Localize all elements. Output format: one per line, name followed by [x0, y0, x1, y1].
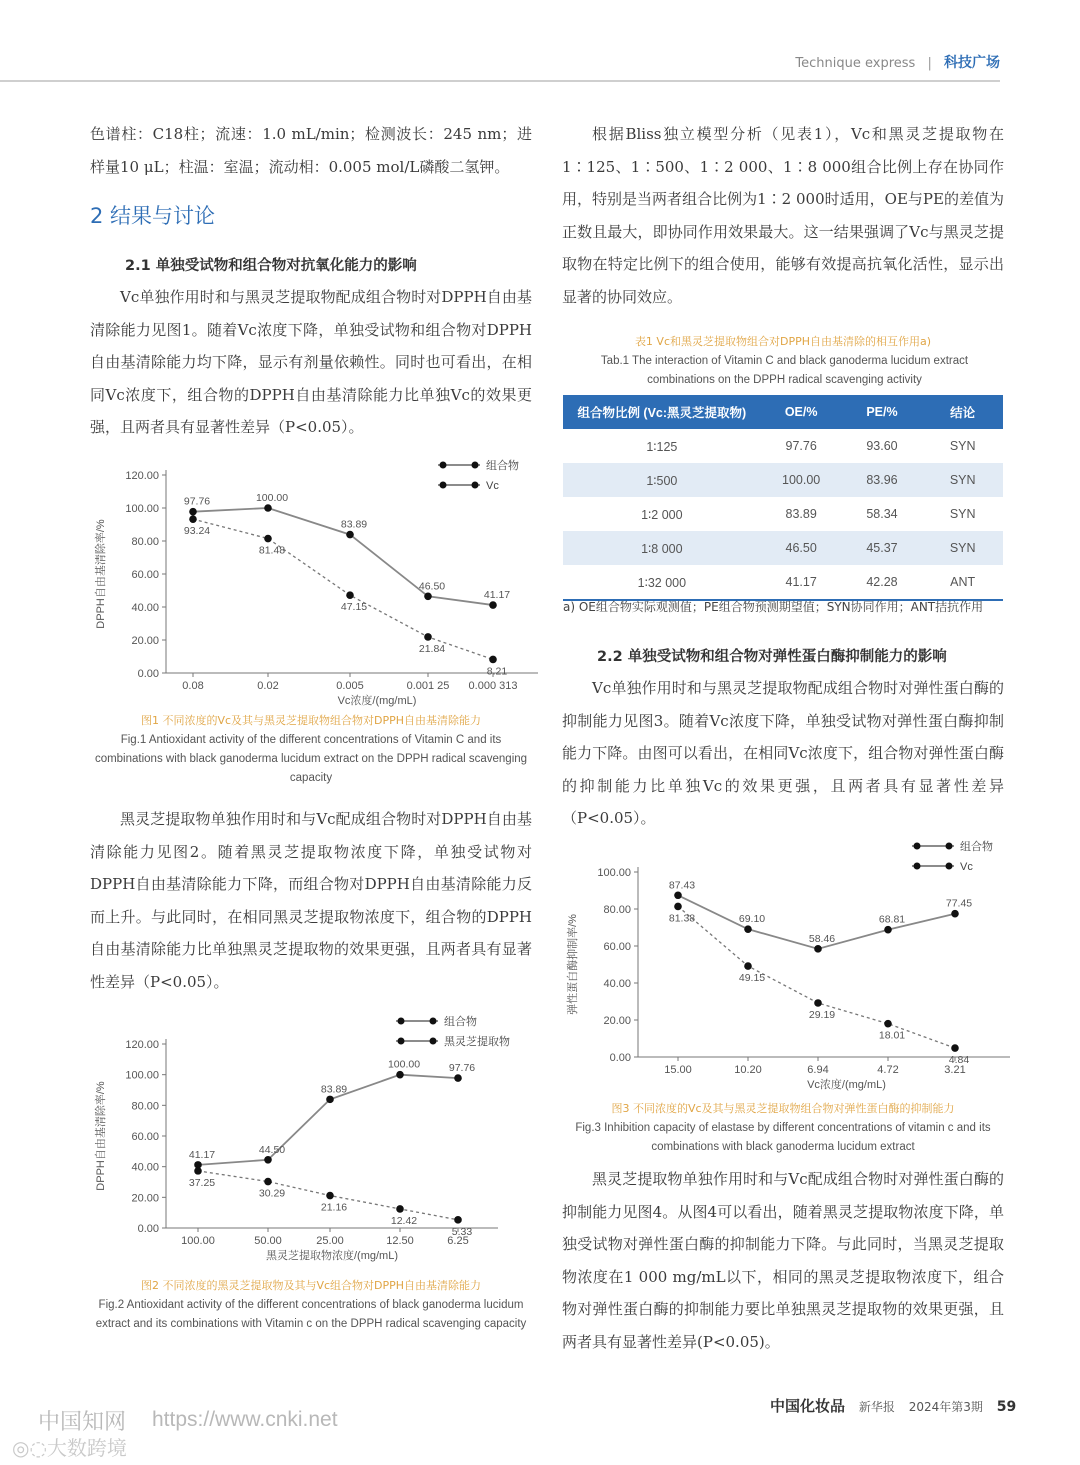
table-cell: 58.34: [866, 507, 898, 521]
figure-2-caption-cn: 图2 不同浓度的黑灵芝提取物及其与Vc组合物对DPPH自由基清除能力: [140, 1279, 482, 1292]
legend-marker: [430, 1038, 437, 1045]
data-point: [454, 1074, 462, 1082]
table-cell: 97.76: [785, 439, 817, 453]
data-label: 12.42: [390, 1214, 418, 1227]
data-label: 4.84: [948, 1054, 970, 1067]
table-cell: SYN: [922, 463, 1003, 497]
paragraph-fig4-intro: 黑灵芝提取物单独作用时和与Vc配成组合物时对弹性蛋白酶的抑制能力见图4。从图4可以看出，随着黑灵芝提取物浓度下降，单独受试物对弹性蛋白酶的抑制能力下降。与此同时，当黑灵芝提取物浓度在1 000 mg/mL以下，相同的黑灵芝提取物浓度下，组合物对弹性蛋白酶的抑制能力要比单独黑灵芝提取物的效果更强，且两者具有显著性差异(P<0.05)。: [562, 1170, 1004, 1351]
header-separator: |: [927, 56, 932, 71]
table-header-conclusion: 结论: [922, 395, 1003, 429]
data-point: [424, 633, 432, 641]
table-1-footnote: a) OE组合物实际观测值；PE组合物预测期望值；SYN协同作用；ANT拮抗作用: [563, 600, 984, 614]
brand-logo-icon: ◎◌: [12, 1436, 47, 1460]
page-number: 59: [996, 1399, 1017, 1415]
data-label: 77.45: [945, 897, 973, 910]
figure-3-caption-cn: 图3 不同浓度的Vc及其与黑灵芝提取物组合物对弹性蛋白酶的抑制能力: [611, 1102, 955, 1115]
watermark-brand: ◎◌大数跨境: [12, 1436, 127, 1460]
data-label: 83.89: [340, 518, 368, 531]
paragraph-2-1: Vc单独作用时和与黑灵芝提取物配成组合物时对DPPH自由基清除能力见图1。随着Vc浓度下降，单独受试物和组合物对DPPH自由基清除能力均下降，显示有剂量依赖性。同时也可看出，在相同Vc浓度下，组合物的DPPH自由基清除能力比单独Vc的效果更强，且两者具有显著性差异（P<0.05）。: [90, 288, 532, 436]
legend-label: Vc: [960, 861, 973, 873]
table-cell: 100.00: [761, 463, 842, 497]
data-label: 81.48: [258, 544, 286, 557]
figure-2-caption-en: Fig.2 Antioxidant activity of the different concentrations of black ganoderma lucidum extract and its combinations with Vitamin c on the DPPH radical scavenging capacity: [95, 1299, 527, 1330]
data-label: 21.16: [320, 1201, 348, 1214]
table-cell: 83.96: [842, 463, 923, 497]
data-point: [264, 535, 272, 543]
legend-marker: [946, 843, 953, 850]
y-tick-label: 20.00: [131, 1192, 159, 1205]
table-cell: 1∶32 000: [563, 565, 761, 600]
y-tick-label: 40.00: [131, 602, 159, 614]
data-point: [744, 925, 752, 933]
table-cell: 45.37: [842, 531, 923, 565]
data-label: 100.00: [255, 492, 289, 504]
legend-marker: [914, 863, 921, 870]
data-label: 29.19: [808, 1008, 836, 1021]
table-header-row: [563, 395, 1003, 429]
footer-year-issue: 2024年第3期: [908, 1400, 983, 1414]
data-label: 97.76: [183, 495, 211, 508]
table-row: [563, 463, 1003, 497]
legend-label: 组合物: [486, 460, 519, 472]
x-tick-label: 6.94: [807, 1064, 829, 1076]
y-tick-label: 80.00: [131, 536, 159, 548]
table-cell: SYN: [949, 439, 976, 453]
y-tick-label: 80.00: [131, 1100, 159, 1113]
table-cell: 83.89: [785, 507, 817, 521]
x-tick-label: 10.20: [734, 1064, 762, 1076]
journal-logo: 中国化妆品: [770, 1397, 846, 1415]
page-footer: [770, 1395, 1016, 1416]
table-row: [563, 565, 1003, 600]
data-label: 83.89: [320, 1083, 348, 1096]
legend-marker: [472, 482, 479, 489]
y-tick-label: 0.00: [609, 1052, 631, 1064]
running-header: [795, 52, 1000, 72]
y-tick-label: 20.00: [603, 1015, 631, 1027]
figure-3-chart: [560, 835, 1010, 1097]
y-tick-label: 20.00: [131, 635, 159, 647]
table-1-title-en: Tab.1 The interaction of Vitamin C and black ganoderma lucidum extract combinations on the DPPH radical scavenging activity: [600, 355, 969, 386]
data-label: 68.81: [878, 913, 906, 926]
x-tick-label: 0.000 313: [468, 680, 518, 692]
y-tick-label: 100.00: [125, 1069, 159, 1082]
table-header-oe: OE/%: [761, 395, 842, 429]
data-point: [326, 1096, 334, 1104]
data-label: 21.84: [418, 642, 446, 655]
footer-issue-label: 新华报: [858, 1400, 895, 1414]
data-point: [396, 1071, 404, 1079]
data-label: 37.25: [188, 1176, 216, 1189]
table-row: [563, 531, 1003, 565]
y-axis-title: DPPH自由基清除率/%: [95, 1081, 107, 1191]
figure-3-caption-en: Fig.3 Inhibition capacity of elastase by different concentrations of vitamin c and its combinations with black ganoderma lucidum extract: [575, 1122, 991, 1153]
data-label: 46.50: [418, 580, 446, 593]
data-label: 81.38: [668, 912, 696, 925]
y-tick-label: 0.00: [137, 668, 159, 680]
data-point: [346, 591, 354, 599]
legend-marker: [440, 462, 447, 469]
y-tick-label: 60.00: [131, 1131, 159, 1143]
legend-marker: [430, 1018, 437, 1025]
paragraph-fig2-intro: 黑灵芝提取物单独作用时和与Vc配成组合物时对DPPH自由基清除能力见图2。随着黑灵芝提取物浓度下降，单独受试物对DPPH自由基清除能力下降，而组合物对DPPH自由基清除能力反而上升。与此同时，在相同黑灵芝提取物浓度下，组合物的DPPH自由基清除能力比单独黑灵芝提取物的效果更强，且两者具有显著性差异（P<0.05）。: [90, 810, 532, 991]
data-point: [264, 1178, 272, 1186]
watermark-site-name: 中国知网: [38, 1410, 127, 1435]
table-cell: 1∶8 000: [563, 531, 761, 565]
data-point: [951, 1044, 959, 1052]
legend-marker: [946, 863, 953, 870]
x-tick-label: 0.02: [257, 680, 279, 692]
x-tick-label: 15.00: [664, 1064, 692, 1076]
data-point: [814, 999, 822, 1007]
data-point: [489, 656, 497, 664]
y-tick-label: 100.00: [125, 503, 159, 515]
x-tick-label: 50.00: [254, 1235, 282, 1247]
table-header-ratio: 组合物比例 (Vc:黑灵芝提取物): [563, 395, 761, 429]
table-cell: ANT: [922, 565, 1003, 600]
data-label: 93.24: [183, 525, 211, 538]
intro-paragraph: 色谱柱：C18柱；流速：1.0 mL/min；检测波长：245 nm；进样量10 μL；柱温：室温；流动相：0.005 mol/L磷酸二氢钾。: [90, 125, 532, 176]
data-label: 18.01: [878, 1029, 906, 1042]
legend-label: 黑灵芝提取物: [444, 1036, 510, 1048]
y-tick-label: 60.00: [131, 569, 159, 581]
legend-marker: [472, 462, 479, 469]
y-tick-label: 60.00: [603, 941, 631, 953]
y-tick-label: 100.00: [597, 867, 631, 879]
x-tick-label: 3.21: [944, 1064, 966, 1076]
x-tick-label: 100.00: [181, 1235, 215, 1247]
legend-marker: [398, 1038, 405, 1045]
table-cell: SYN: [949, 507, 976, 521]
y-axis-title: 弹性蛋白酶抑制率/%: [567, 914, 579, 1015]
legend-label: 组合物: [960, 841, 993, 853]
subsection-2-1-heading: 2.1 单独受试物和组合物对抗氧化能力的影响: [125, 258, 417, 274]
data-label: 97.76: [448, 1062, 476, 1075]
y-axis-title: DPPH自由基清除率/%: [95, 519, 107, 629]
data-point: [489, 601, 497, 609]
figure-2-chart: [88, 1012, 538, 1274]
y-tick-label: 80.00: [603, 904, 631, 916]
y-tick-label: 120.00: [125, 1039, 159, 1051]
data-point: [189, 515, 197, 523]
x-tick-label: 25.00: [316, 1235, 344, 1247]
data-label: 47.15: [340, 601, 368, 614]
data-point: [346, 531, 354, 539]
data-label: 69.10: [738, 913, 766, 926]
series-line: [193, 519, 493, 659]
legend-marker: [440, 482, 447, 489]
legend-marker: [398, 1018, 405, 1025]
data-point: [884, 926, 892, 934]
table-1-title-cn: 表1 Vc和黑灵芝提取物组合对DPPH自由基清除的相互作用a): [634, 335, 932, 348]
x-axis-title: Vc浓度/(mg/mL): [807, 1079, 886, 1091]
data-label: 8.21: [486, 665, 508, 678]
data-label: 58.46: [808, 932, 836, 945]
data-label: 5.33: [451, 1225, 473, 1238]
data-point: [264, 1156, 272, 1164]
x-axis-title: 黑灵芝提取物浓度/(mg/mL): [266, 1250, 398, 1262]
header-rule: [0, 80, 1000, 82]
data-point: [674, 903, 682, 911]
figure-1-caption-cn: 图1 不同浓度的Vc及其与黑灵芝提取物组合物对DPPH自由基清除能力: [140, 714, 482, 727]
data-point: [424, 592, 432, 600]
subsection-2-2-heading: 2.2 单独受试物和组合物对弹性蛋白酶抑制能力的影响: [597, 649, 947, 665]
section-name: 科技广场: [944, 55, 1000, 71]
data-label: 30.29: [258, 1187, 286, 1200]
data-point: [396, 1205, 404, 1213]
y-tick-label: 40.00: [131, 1161, 159, 1174]
table-header-pe: PE/%: [842, 395, 923, 429]
x-tick-label: 0.001 25: [406, 680, 450, 692]
journal-name-en: Technique express: [795, 56, 916, 71]
data-point: [194, 1167, 202, 1175]
x-tick-label: 6.25: [447, 1235, 469, 1247]
x-tick-label: 0.08: [182, 680, 204, 692]
data-point: [674, 891, 682, 899]
table-cell: 1∶2 000: [641, 507, 683, 522]
x-tick-label: 12.50: [386, 1235, 414, 1247]
table-cell: 1∶125: [646, 439, 678, 454]
y-tick-label: 0.00: [137, 1223, 159, 1235]
watermark-url: https://www.cnki.net: [152, 1408, 338, 1431]
data-point: [814, 945, 822, 953]
figure-1-caption-en: Fig.1 Antioxidant activity of the different concentrations of Vitamin C and its combinations with black ganoderma lucidum extract on the DPPH radical scavenging capacity: [94, 734, 528, 784]
table-cell: 46.50: [761, 531, 842, 565]
data-point: [744, 962, 752, 970]
data-point: [951, 910, 959, 918]
x-tick-label: 0.005: [336, 680, 364, 692]
y-tick-label: 40.00: [603, 978, 631, 990]
y-tick-label: 120.00: [125, 470, 159, 482]
series-line: [678, 906, 955, 1048]
data-label: 41.17: [483, 589, 511, 602]
table-cell: 41.17: [761, 565, 842, 600]
table-cell: 1∶500: [563, 463, 761, 497]
table-row: [563, 429, 1003, 463]
table-row: [563, 497, 1003, 531]
data-label: 100.00: [387, 1058, 421, 1071]
data-point: [884, 1020, 892, 1028]
data-label: 44.50: [258, 1143, 286, 1156]
data-point: [189, 508, 197, 516]
table-cell: SYN: [922, 531, 1003, 565]
data-point: [326, 1192, 334, 1200]
table-cell: 93.60: [866, 439, 898, 453]
data-point: [264, 504, 272, 512]
section-heading: 2 结果与讨论: [90, 204, 216, 228]
table-1: [563, 395, 1003, 601]
paragraph-2-2: Vc单独作用时和与黑灵芝提取物配成组合物时对弹性蛋白酶的抑制能力见图3。随着Vc浓度下降，单独受试物对弹性蛋白酶抑制能力下降。由图可以看出，在相同Vc浓度下，组合物对弹性蛋白酶的抑制能力比单独Vc的效果更强，且两者具有显著性差异（P<0.05）。: [562, 679, 1004, 827]
legend-marker: [914, 843, 921, 850]
x-axis-title: Vc浓度/(mg/mL): [337, 695, 417, 707]
data-point: [454, 1216, 462, 1224]
data-label: 87.43: [668, 879, 696, 892]
table-cell: 42.28: [842, 565, 923, 600]
data-label: 49.15: [738, 972, 766, 985]
data-label: 41.17: [188, 1148, 216, 1161]
legend-label: 组合物: [444, 1016, 477, 1028]
x-tick-label: 4.72: [877, 1064, 899, 1076]
legend-label: Vc: [486, 480, 499, 492]
figure-1-chart: [88, 455, 538, 710]
paragraph-bliss: 根据Bliss独立模型分析（见表1），Vc和黑灵芝提取物在1∶125、1∶500、1∶2 000、1∶8 000组合比例上存在协同作用，特别是当两者组合比例为1∶2 000时适用，OE与PE的差值为正数且最大，即协同作用效果最大。这一结果强调了Vc与黑灵芝提取物在特定比例下的组合使用，能够有效提高抗氧化活性，显示出显著的协同效应。: [562, 125, 1004, 306]
